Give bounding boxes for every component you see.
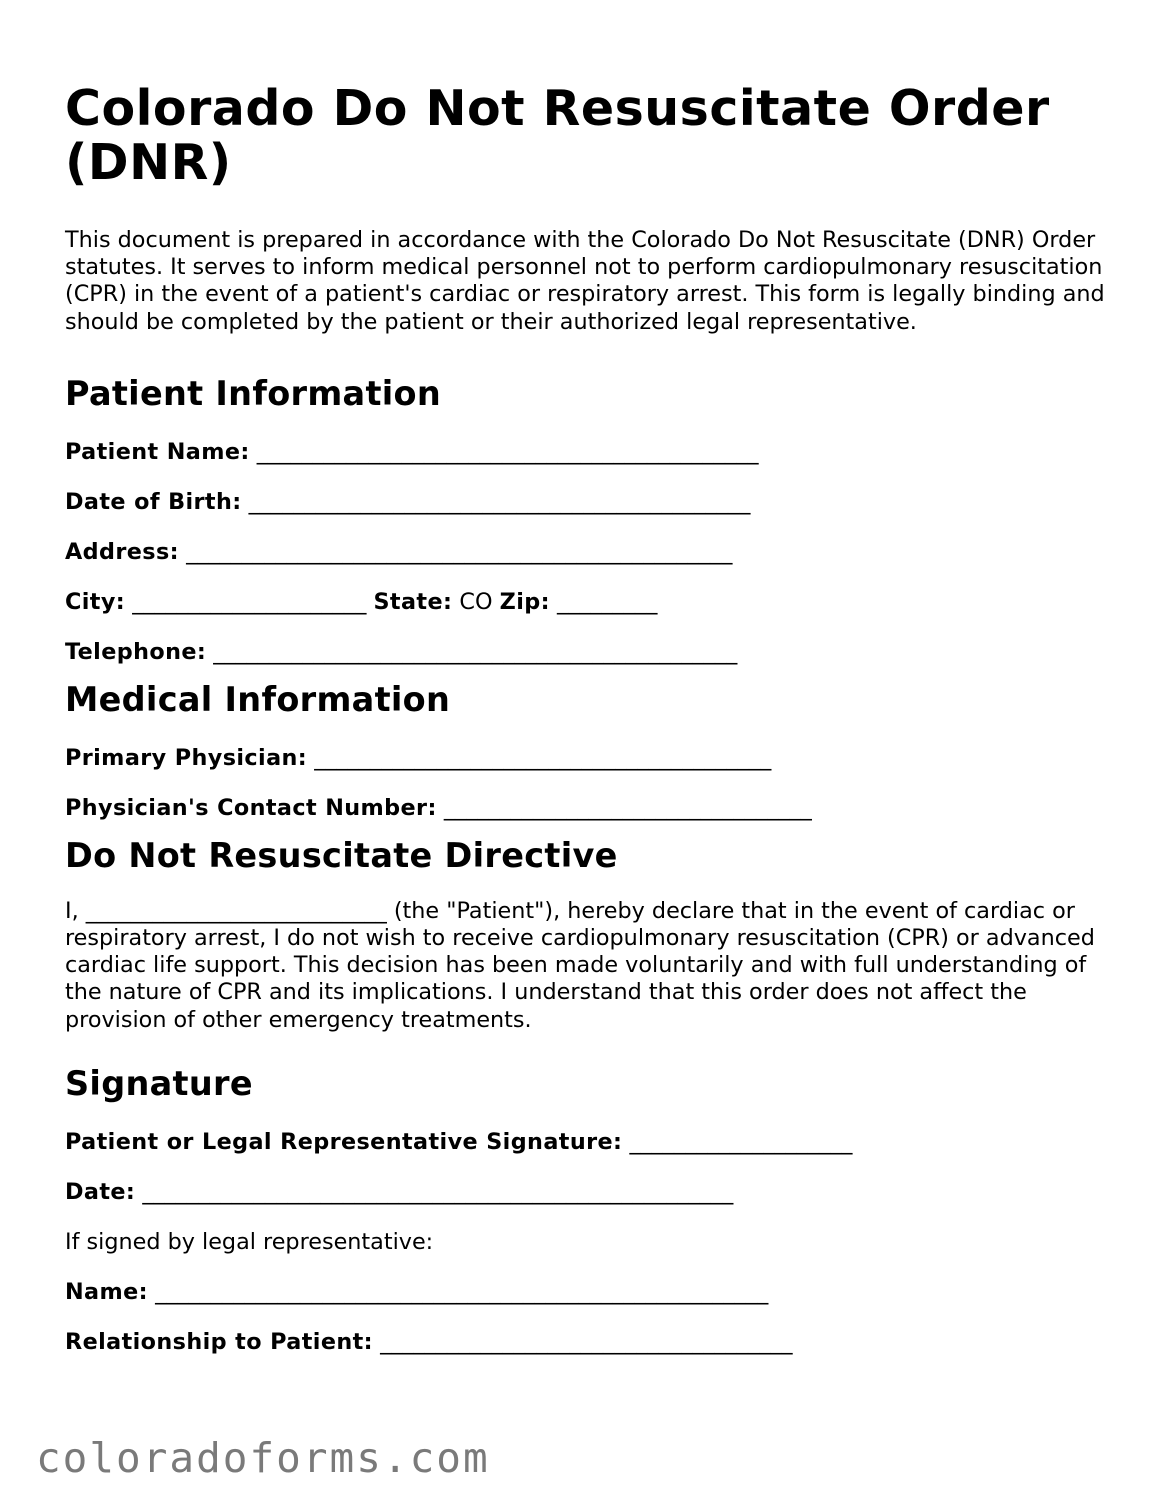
primary-physician-label: Primary Physician:: [65, 744, 308, 771]
physician-contact-label: Physician's Contact Number:: [65, 794, 437, 821]
zip-line[interactable]: _________: [557, 588, 658, 615]
relationship-field[interactable]: [65, 1328, 1105, 1378]
address-line[interactable]: _________________________________________________: [186, 538, 733, 565]
signature-heading: Signature: [65, 1063, 253, 1103]
relationship-label: Relationship to Patient:: [65, 1328, 373, 1355]
dob-label: Date of Birth:: [65, 488, 242, 515]
rep-name-label: Name:: [65, 1278, 148, 1305]
primary-physician-field[interactable]: [65, 744, 1105, 794]
state-label: State:: [373, 588, 453, 615]
rep-name-line[interactable]: _______________________________________________________: [155, 1278, 769, 1305]
zip-label: Zip:: [499, 588, 550, 615]
city-line[interactable]: _____________________: [132, 588, 367, 615]
physician-contact-line[interactable]: _________________________________: [443, 794, 812, 821]
signature-field[interactable]: [65, 1128, 1105, 1178]
watermark: coloradoforms.com: [36, 1434, 490, 1482]
signature-label: Patient or Legal Representative Signature:: [65, 1128, 623, 1155]
signature-line[interactable]: ____________________: [629, 1128, 853, 1155]
document-title: Colorado Do Not Resuscitate Order (DNR): [65, 80, 1050, 191]
city-label: City:: [65, 588, 126, 615]
rep-name-field[interactable]: [65, 1278, 1105, 1328]
patient-info-heading: Patient Information: [65, 373, 441, 413]
document-page: [65, 82, 1105, 1378]
date-label: Date:: [65, 1178, 136, 1205]
patient-name-line[interactable]: _____________________________________________: [256, 438, 759, 465]
city-state-zip-field[interactable]: [65, 588, 1105, 638]
medical-info-heading: Medical Information: [65, 679, 451, 719]
telephone-label: Telephone:: [65, 638, 207, 665]
directive-paragraph: I, ___________________________ (the "Patient"), hereby declare that in the event of cardiac or respiratory arrest, I do not wish to receive cardiopulmonary resuscitation (CPR) or advanced cardiac life support. This decision has been made voluntarily and with full understanding of the nature of CPR and its implications. I understand that this order does not affect the provision of other emergency treatments.: [65, 897, 1095, 1033]
directive-heading: Do Not Resuscitate Directive: [65, 835, 618, 875]
dob-field[interactable]: [65, 488, 1105, 538]
intro-paragraph: This document is prepared in accordance with the Colorado Do Not Resuscitate (DNR) Order statutes. It serves to inform medical personnel not to perform cardiopulmonary resuscitation (CPR) in the event of a patient's cardiac or respiratory arrest. This form is legally binding and should be completed by the patient or their authorized legal representative.: [65, 227, 1105, 335]
dob-line[interactable]: _____________________________________________: [248, 488, 751, 515]
address-field[interactable]: [65, 538, 1105, 588]
relationship-line[interactable]: _____________________________________: [380, 1328, 793, 1355]
state-value: CO: [459, 588, 493, 615]
primary-physician-line[interactable]: _________________________________________: [314, 744, 772, 771]
patient-name-label: Patient Name:: [65, 438, 250, 465]
rep-note: If signed by legal representative:: [65, 1228, 434, 1255]
date-line[interactable]: _____________________________________________________: [142, 1178, 734, 1205]
date-field[interactable]: [65, 1178, 1105, 1228]
address-label: Address:: [65, 538, 179, 565]
patient-name-field[interactable]: [65, 438, 1105, 488]
telephone-line[interactable]: _______________________________________________: [213, 638, 738, 665]
